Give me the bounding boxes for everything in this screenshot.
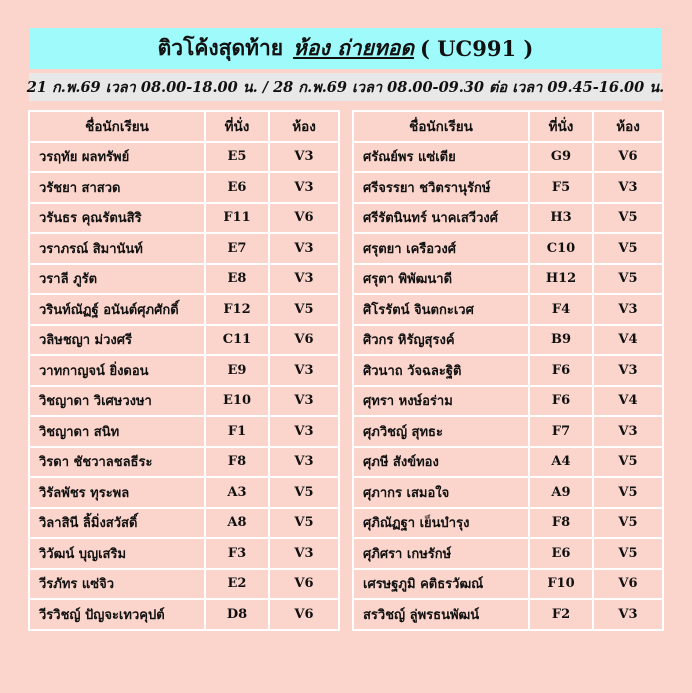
table-row xyxy=(353,569,663,600)
seat-cell: D8 xyxy=(205,599,269,630)
seat-cell: C11 xyxy=(205,325,269,356)
seat-cell: F1 xyxy=(205,416,269,447)
header-row xyxy=(353,111,663,142)
table-row xyxy=(29,172,339,203)
room-cell: V3 xyxy=(269,355,339,386)
seat-cell: F3 xyxy=(205,538,269,569)
table-row xyxy=(353,508,663,539)
student-name: วิลาสินี ลิ้มิ่งสวัสดิ์ xyxy=(29,508,205,539)
seat-cell: E6 xyxy=(529,538,593,569)
table-row xyxy=(29,203,339,234)
table-row xyxy=(29,233,339,264)
room-cell: V3 xyxy=(269,416,339,447)
schedule-banner xyxy=(26,73,665,101)
seat-cell: E5 xyxy=(205,142,269,173)
table-row xyxy=(29,355,339,386)
seat-cell: F6 xyxy=(529,355,593,386)
room-cell: V5 xyxy=(269,477,339,508)
seat-cell: E6 xyxy=(205,172,269,203)
header-seat: ที่นั่ง xyxy=(205,111,269,142)
room-cell: V5 xyxy=(593,447,663,478)
seat-cell: F10 xyxy=(529,569,593,600)
student-name: ศรีจรรยา ชวิตรานุรักษ์ xyxy=(353,172,529,203)
room-cell: V3 xyxy=(269,142,339,173)
room-cell: V6 xyxy=(269,203,339,234)
student-name: ศุภษี สังข์ทอง xyxy=(353,447,529,478)
room-cell: V5 xyxy=(269,294,339,325)
seat-cell: B9 xyxy=(529,325,593,356)
student-name: ศิวกร หิรัญสุรงค์ xyxy=(353,325,529,356)
header-seat: ที่นั่ง xyxy=(529,111,593,142)
title-banner xyxy=(29,28,662,69)
seat-cell: F2 xyxy=(529,599,593,630)
room-cell: V3 xyxy=(269,172,339,203)
title-main: ติวโค้งสุดท้าย xyxy=(157,35,284,60)
table-row xyxy=(29,447,339,478)
table-row xyxy=(29,142,339,173)
table-row xyxy=(353,294,663,325)
room-cell: V5 xyxy=(269,508,339,539)
table-row xyxy=(353,142,663,173)
table-row xyxy=(353,325,663,356)
header-row xyxy=(29,111,339,142)
table-row xyxy=(353,447,663,478)
room-cell: V5 xyxy=(593,233,663,264)
table-row xyxy=(353,172,663,203)
seat-cell: A9 xyxy=(529,477,593,508)
table-row xyxy=(29,477,339,508)
room-cell: V3 xyxy=(593,294,663,325)
table-row xyxy=(353,203,663,234)
table-row xyxy=(353,599,663,630)
table-row xyxy=(353,264,663,295)
student-name: วรฤทัย ผลทรัพย์ xyxy=(29,142,205,173)
room-cell: V4 xyxy=(593,325,663,356)
seat-cell: F11 xyxy=(205,203,269,234)
student-name: วีรภัทร แซ่จิว xyxy=(29,569,205,600)
seat-cell: F4 xyxy=(529,294,593,325)
student-name: วาทกาญจน์ ยิ่งดอน xyxy=(29,355,205,386)
student-name: ศุภากร เสมอใจ xyxy=(353,477,529,508)
room-cell: V3 xyxy=(593,172,663,203)
student-table-right xyxy=(352,110,664,631)
student-name: วิชญาดา สนิท xyxy=(29,416,205,447)
table-row xyxy=(29,538,339,569)
room-cell: V3 xyxy=(593,416,663,447)
table-row xyxy=(29,386,339,417)
table-row xyxy=(353,416,663,447)
student-name: วิชญาดา วิเศษวงษา xyxy=(29,386,205,417)
room-cell: V3 xyxy=(593,599,663,630)
seat-cell: A8 xyxy=(205,508,269,539)
student-name: ศรุตา พิพัฒนาดี xyxy=(353,264,529,295)
room-cell: V3 xyxy=(269,447,339,478)
seat-cell: E9 xyxy=(205,355,269,386)
schedule-text: 21 ก.พ.69 เวลา 08.00-18.00 น. / 28 ก.พ.69 เวลา 08.00-09.30 ต่อ เวลา 09.45-16.00 น. xyxy=(26,78,665,96)
student-name: วิรัลพัชร ทุระพล xyxy=(29,477,205,508)
seat-cell: F8 xyxy=(529,508,593,539)
room-cell: V6 xyxy=(593,569,663,600)
header-room: ห้อง xyxy=(269,111,339,142)
seat-cell: H3 xyxy=(529,203,593,234)
student-name: ศรัณย์พร แซ่เตีย xyxy=(353,142,529,173)
table-body-left xyxy=(29,142,339,630)
seat-cell: C10 xyxy=(529,233,593,264)
student-table-left xyxy=(28,110,340,631)
seat-cell: A4 xyxy=(529,447,593,478)
student-name: ศุภวิชญ์ สุทธะ xyxy=(353,416,529,447)
room-cell: V6 xyxy=(269,325,339,356)
seat-cell: H12 xyxy=(529,264,593,295)
room-cell: V6 xyxy=(269,599,339,630)
student-name: วิรดา ชัชวาลชลธีระ xyxy=(29,447,205,478)
student-name: ศุภิศรา เกษรักษ์ xyxy=(353,538,529,569)
title-room: ห้อง ถ่ายทอด xyxy=(293,35,414,60)
table-row xyxy=(29,264,339,295)
seat-cell: E8 xyxy=(205,264,269,295)
seat-cell: F8 xyxy=(205,447,269,478)
table-row xyxy=(29,294,339,325)
room-cell: V3 xyxy=(269,264,339,295)
table-row xyxy=(29,569,339,600)
seat-cell: E10 xyxy=(205,386,269,417)
header-room: ห้อง xyxy=(593,111,663,142)
table-row xyxy=(353,477,663,508)
table-row xyxy=(353,538,663,569)
student-name: วิวัฒน์ บุญเสริม xyxy=(29,538,205,569)
room-cell: V6 xyxy=(593,142,663,173)
room-cell: V3 xyxy=(269,386,339,417)
student-name: ศุภิณัฏฐา เย็นบำรุง xyxy=(353,508,529,539)
room-cell: V5 xyxy=(593,538,663,569)
room-cell: V5 xyxy=(593,264,663,295)
room-cell: V5 xyxy=(593,508,663,539)
table-row xyxy=(29,599,339,630)
student-name: วลิษชญา ม่วงศรี xyxy=(29,325,205,356)
table-body-right xyxy=(353,142,663,630)
seat-cell: F6 xyxy=(529,386,593,417)
table-row xyxy=(29,508,339,539)
room-cell: V5 xyxy=(593,477,663,508)
student-name: วรันธร คุณรัตนสิริ xyxy=(29,203,205,234)
room-cell: V5 xyxy=(593,203,663,234)
table-row xyxy=(353,233,663,264)
seat-cell: E2 xyxy=(205,569,269,600)
room-cell: V3 xyxy=(269,233,339,264)
student-name: ศรีรัตนินทร์ นาคเสวีวงศ์ xyxy=(353,203,529,234)
student-name: ศิวนาถ วัจฉละฐิติ xyxy=(353,355,529,386)
header-name: ชื่อนักเรียน xyxy=(353,111,529,142)
student-name: เศรษฐภูมิ คติธรวัฒณ์ xyxy=(353,569,529,600)
table-row xyxy=(29,325,339,356)
room-cell: V3 xyxy=(269,538,339,569)
seat-cell: F7 xyxy=(529,416,593,447)
title-code: ( UC991 ) xyxy=(419,36,534,61)
student-name: วรินท์ณัฏฐ์ อนันต์ศุภศักดิ์ xyxy=(29,294,205,325)
seat-cell: A3 xyxy=(205,477,269,508)
student-name: วรัชยา สาสวด xyxy=(29,172,205,203)
student-name: วราลี ภูรัต xyxy=(29,264,205,295)
seat-cell: F5 xyxy=(529,172,593,203)
student-name: วราภรณ์ สิมานันท์ xyxy=(29,233,205,264)
student-name: ศรุตยา เครือวงศ์ xyxy=(353,233,529,264)
seat-cell: F12 xyxy=(205,294,269,325)
seat-cell: E7 xyxy=(205,233,269,264)
header-name: ชื่อนักเรียน xyxy=(29,111,205,142)
student-name: ศุทรา หงษ์อร่าม xyxy=(353,386,529,417)
student-name: วีรวิชญ์ ปัญจะเทวคุปต์ xyxy=(29,599,205,630)
student-name: สรวิชญ์ ลู่พรธนพัฒน์ xyxy=(353,599,529,630)
room-cell: V6 xyxy=(269,569,339,600)
room-cell: V3 xyxy=(593,355,663,386)
table-row xyxy=(353,355,663,386)
table-row xyxy=(29,416,339,447)
seat-cell: G9 xyxy=(529,142,593,173)
table-row xyxy=(353,386,663,417)
student-name: ศิโรรัตน์ จินตกะเวศ xyxy=(353,294,529,325)
room-cell: V4 xyxy=(593,386,663,417)
